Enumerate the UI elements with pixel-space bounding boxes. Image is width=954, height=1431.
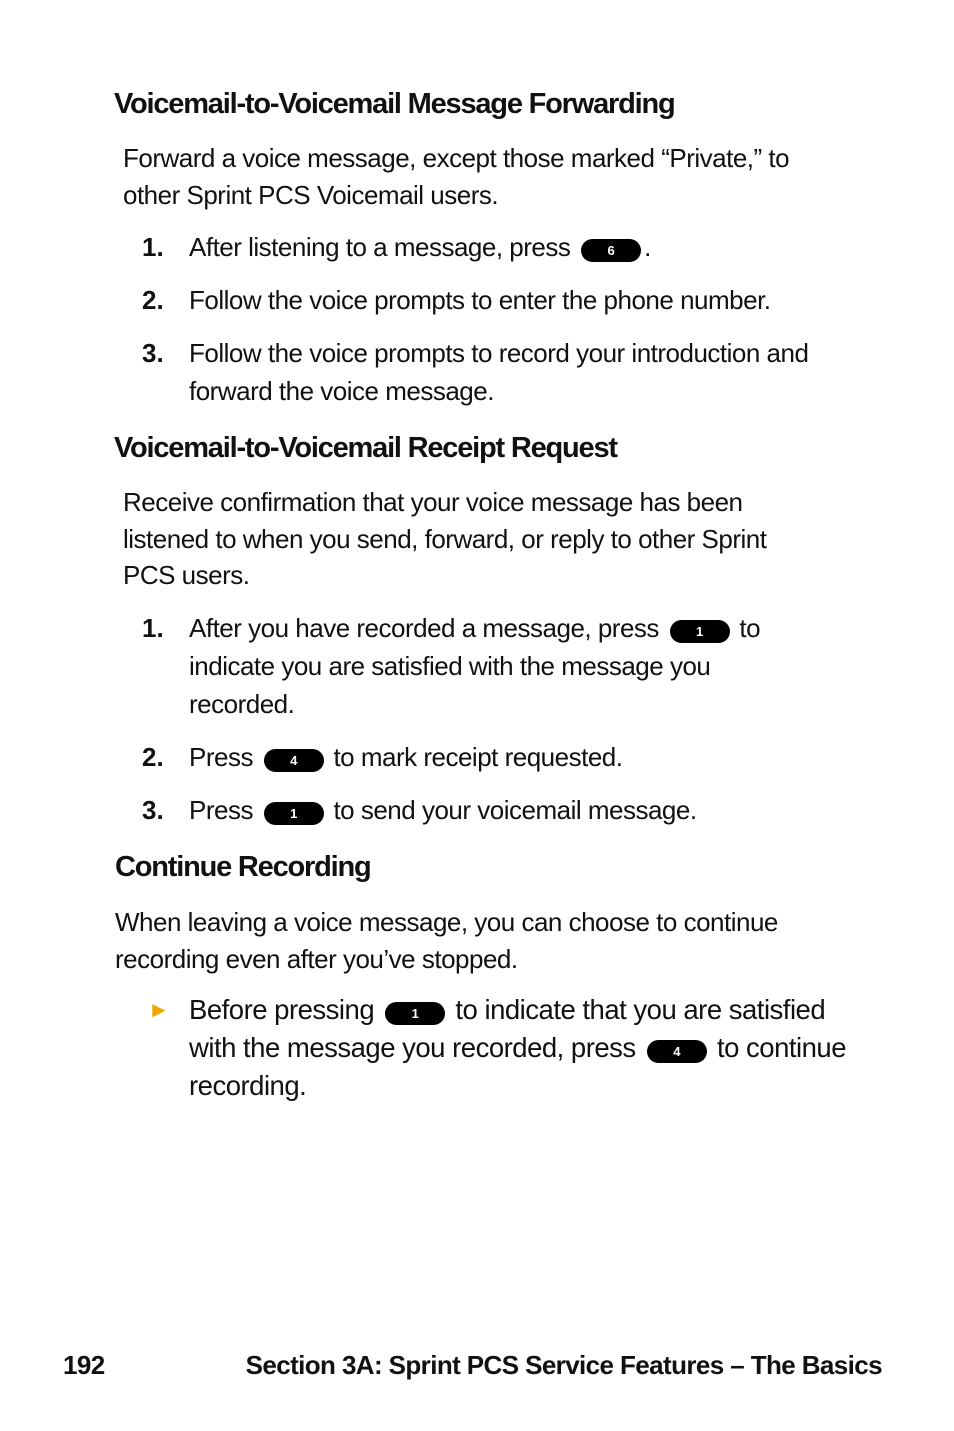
key-4-icon: 4 [264, 749, 324, 772]
triangle-right-icon: ► [148, 997, 170, 1022]
step-number: 3. [142, 795, 164, 825]
tip-text-part1: Before pressing [189, 994, 375, 1025]
step-number: 2. [142, 742, 164, 772]
step-text [189, 738, 862, 776]
key-1-icon: 1 [385, 1002, 445, 1025]
step-text [189, 228, 862, 266]
footer-section-title: Section 3A: Sprint PCS Service Features – The Basics [245, 1350, 882, 1380]
step-text-after: . [644, 232, 651, 262]
step-number: 3. [142, 338, 164, 368]
step-text [189, 609, 802, 723]
list-item [142, 791, 862, 829]
section-heading-continue-recording: Continue Recording [115, 851, 371, 883]
step-text-before: After listening to a message, press [189, 232, 571, 262]
step-number: 2. [142, 285, 164, 315]
key-1-icon: 1 [670, 620, 730, 643]
step-text-before: Press [189, 742, 253, 772]
key-4-icon: 4 [647, 1040, 707, 1063]
tip-text-part2: to indicate that you are satisfied with the message you recorded, press [189, 994, 826, 1063]
key-1-icon: 1 [264, 802, 324, 825]
step-text-after: to mark receipt requested. [333, 742, 623, 772]
section-heading-message-forwarding: Voicemail-to-Voicemail Message Forwarding [114, 88, 675, 120]
tip-item [148, 991, 868, 1105]
list-item [142, 334, 832, 410]
step-number: 1. [142, 613, 164, 643]
step-text [189, 791, 862, 829]
list-item [142, 228, 862, 266]
section-intro-continue-recording: When leaving a voice message, you can choose to continue recording even after you’ve stopped. [115, 907, 778, 974]
list-item [142, 609, 802, 723]
tip-text-part3: to continue recording. [189, 1032, 847, 1101]
page-number: 192 [63, 1350, 105, 1380]
tip-text [189, 991, 868, 1105]
step-text-before: Press [189, 795, 253, 825]
step-text-after: to send your voicemail message. [333, 795, 697, 825]
step-text-before: After you have recorded a message, press [189, 613, 659, 643]
step-text: Follow the voice prompts to record your introduction and forward the voice message. [189, 338, 809, 406]
section-heading-receipt-request: Voicemail-to-Voicemail Receipt Request [114, 432, 617, 464]
section-intro-message-forwarding: Forward a voice message, except those marked “Private,” to other Sprint PCS Voicemail users. [123, 143, 790, 210]
key-6-icon: 6 [581, 239, 641, 262]
list-item [142, 281, 862, 319]
step-text: Follow the voice prompts to enter the phone number. [189, 285, 771, 315]
list-item [142, 738, 862, 776]
step-number: 1. [142, 232, 164, 262]
section-intro-receipt-request: Receive confirmation that your voice message has been listened to when you send, forward, or reply to other Sprint PCS users. [123, 487, 767, 590]
step-text-after: to indicate you are satisfied with the message you recorded. [189, 613, 761, 719]
